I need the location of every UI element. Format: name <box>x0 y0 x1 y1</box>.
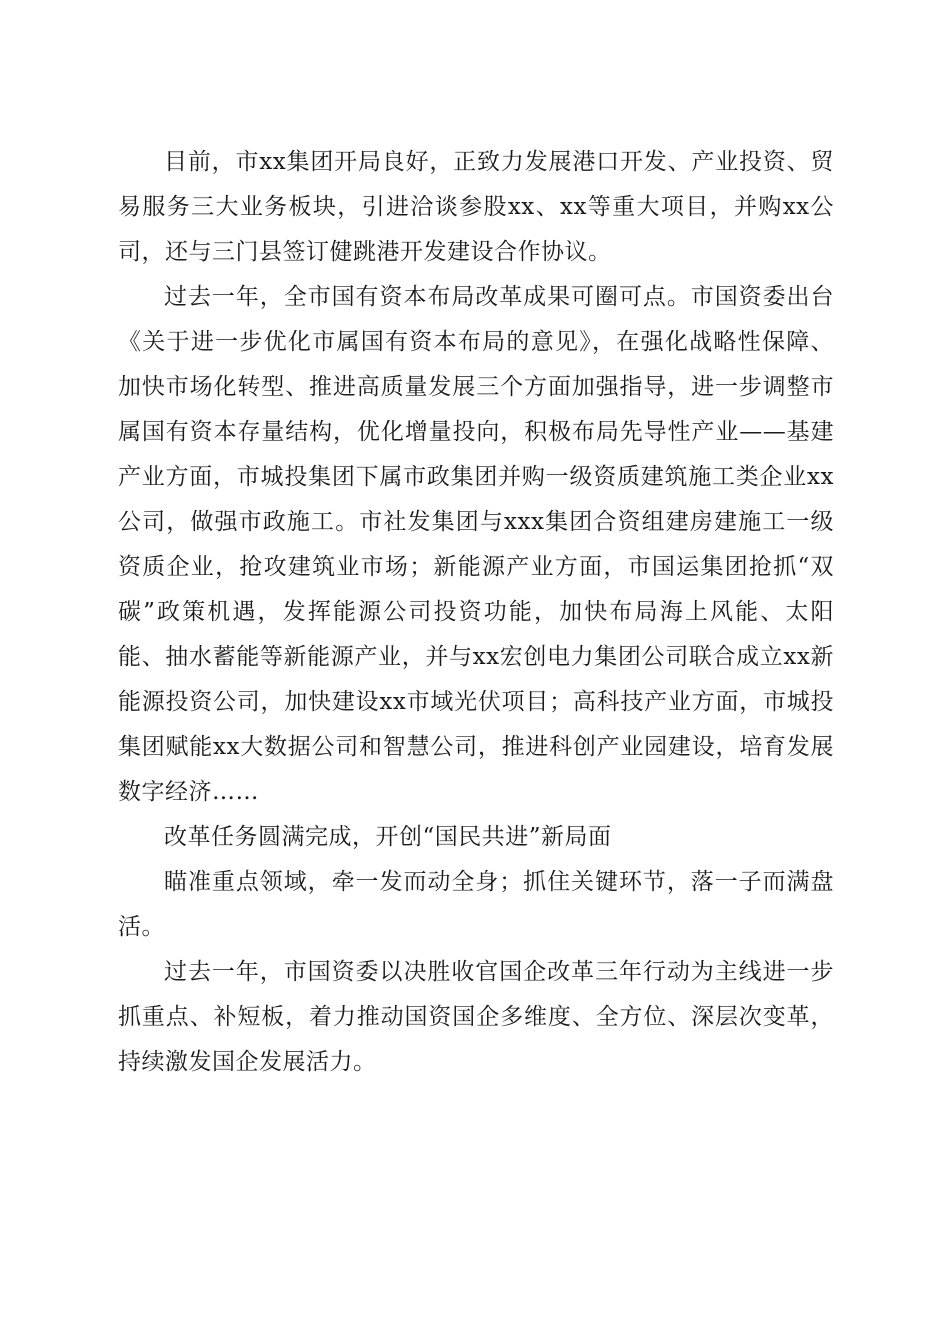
paragraph-three-year-action: 过去一年，市国资委以决胜收官国企改革三年行动为主线进一步抓重点、补短板，着力推动国资国企多维度、全方位、深层次变革，持续激发国企发展活力。 <box>118 959 834 1075</box>
section-heading: 改革任务圆满完成，开创“国民共进”新局面 <box>164 824 612 850</box>
paragraph-group-business: 目前，市xx集团开局良好，正致力发展港口开发、产业投资、贸易服务三大业务板块，引进洽谈参股xx、xx等重大项目，并购xx公司，还与三门县签订健跳港开发建设合作协议。 <box>118 149 834 265</box>
paragraph-key-areas: 瞄准重点领域，牵一发而动全身；抓住关键环节，落一子而满盘活。 <box>118 869 834 940</box>
document-body <box>118 140 834 1085</box>
paragraph-capital-layout-reform: 过去一年，全市国有资本布局改革成果可圈可点。市国资委出台《关于进一步优化市属国有资本布局的意见》，在强化战略性保障、加快市场化转型、推进高质量发展三个方面加强指导，进一步调整市属国有资本存量结构，优化增量投向，积极布局先导性产业——基建产业方面，市城投集团下属市政集团并购一级资质建筑施工类企业xx公司，做强市政施工。市社发集团与xxx集团合资组建房建施工一级资质企业，抢攻建筑业市场；新能源产业方面，市国运集团抢抓“双碳”政策机遇，发挥能源公司投资功能，加快布局海上风能、太阳能、抽水蓄能等新能源产业，并与xx宏创电力集团公司联合成立xx新能源投资公司，加快建设xx市域光伏项目；高科技产业方面，市城投集团赋能xx大数据公司和智慧公司，推进科创产业园建设，培育发展数字经济…… <box>118 284 834 805</box>
